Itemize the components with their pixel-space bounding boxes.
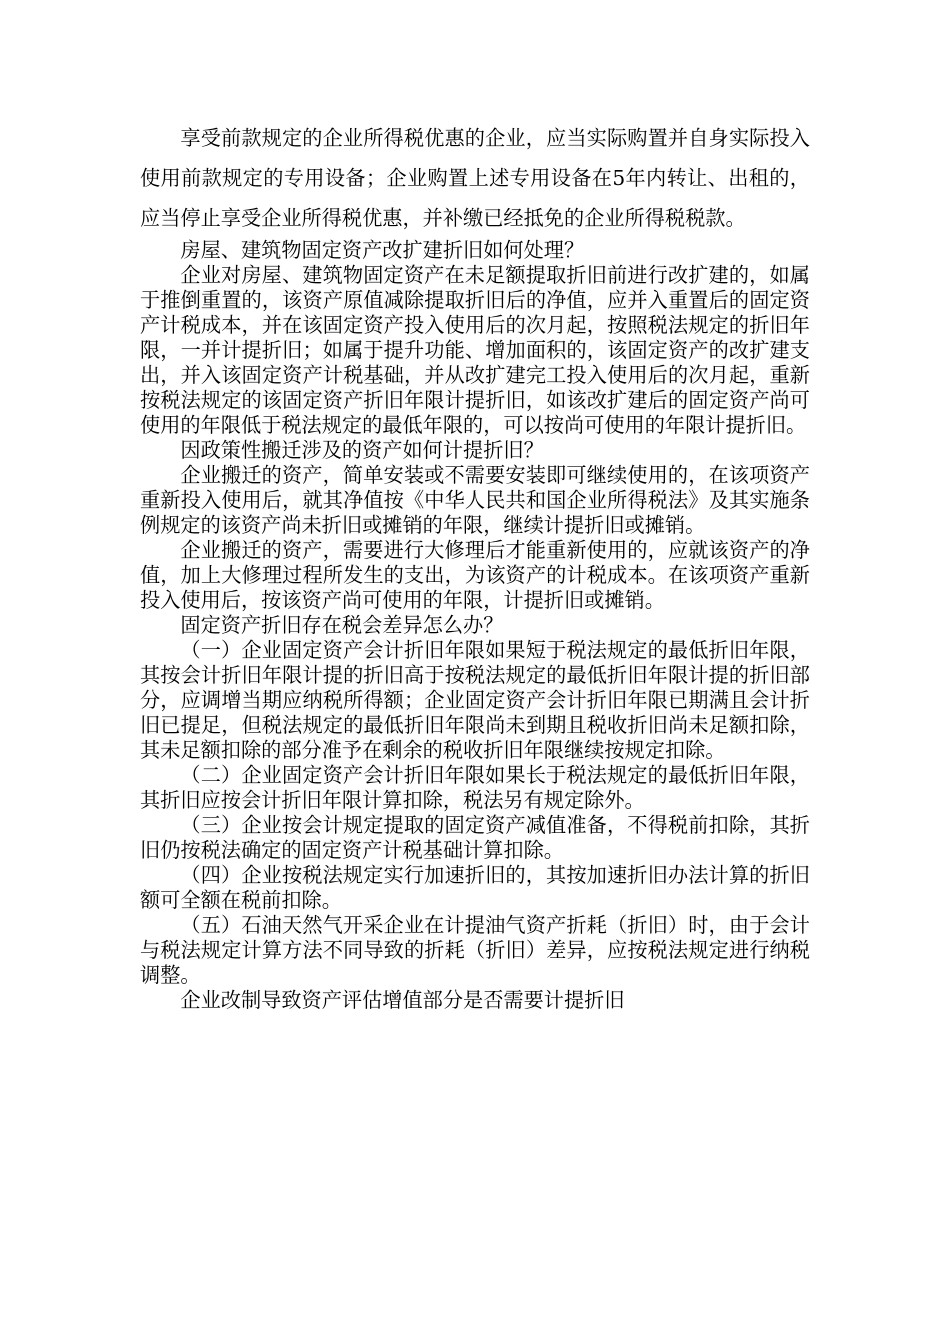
heading-building-renovation-depreciation: 房屋、建筑物固定资产改扩建折旧如何处理？ bbox=[180, 238, 585, 262]
document-page bbox=[140, 118, 810, 1013]
heading-restructuring-appraisal: 企业改制导致资产评估增值部分是否需要计提折旧 bbox=[180, 988, 625, 1012]
list-item-4: （四）企业按税法规定实行加速折旧的，其按加速折旧办法计算的折旧额可全额在税前扣除。 bbox=[140, 863, 810, 912]
heading-tax-accounting-difference: 固定资产折旧存在税会差异怎么办？ bbox=[180, 613, 504, 637]
heading-relocation-asset-depreciation: 因政策性搬迁涉及的资产如何计提折旧？ bbox=[180, 438, 544, 462]
paragraph-relocation-major-repair: 企业搬迁的资产，需要进行大修理后才能重新使用的，应就该资产的净值，加上大修理过程所发生的支出，为该资产的计税成本。在该项资产重新投入使用后，按该资产尚可使用的年限，计提折旧或摊销。 bbox=[140, 538, 810, 612]
list-item-1: （一）企业固定资产会计折旧年限如果短于税法规定的最低折旧年限，其按会计折旧年限计提的折旧高于按税法规定的最低折旧年限计提的折旧部分，应调增当期应纳税所得额；企业固定资产会计折旧年限已期满且会计折旧已提足，但税法规定的最低折旧年限尚未到期且税收折旧尚未足额扣除，其未足额扣除的部分准予在剩余的税收折旧年限继续按规定扣除。 bbox=[140, 638, 810, 762]
list-item-2: （二）企业固定资产会计折旧年限如果长于税法规定的最低折旧年限，其折旧应按会计折旧年限计算扣除，税法另有规定除外。 bbox=[140, 763, 810, 812]
list-item-5: （五）石油天然气开采企业在计提油气资产折耗（折旧）时，由于会计与税法规定计算方法不同导致的折耗（折旧）差异，应按税法规定进行纳税调整。 bbox=[140, 913, 810, 987]
paragraph-equipment-tax-credit: 享受前款规定的企业所得税优惠的企业，应当实际购置并自身实际投入使用前款规定的专用设备；企业购置上述专用设备在5年内转让、出租的，应当停止享受企业所得税优惠，并补缴已经抵免的企业所得税税款。 bbox=[140, 126, 810, 230]
paragraph-relocation-simple-install: 企业搬迁的资产，简单安装或不需要安装即可继续使用的，在该项资产重新投入使用后，就其净值按《中华人民共和国企业所得税法》及其实施条例规定的该资产尚未折旧或摊销的年限，继续计提折旧或摊销。 bbox=[140, 463, 810, 537]
paragraph-building-renovation: 企业对房屋、建筑物固定资产在未足额提取折旧前进行改扩建的，如属于推倒重置的，该资产原值减除提取折旧后的净值，应并入重置后的固定资产计税成本，并在该固定资产投入使用后的次月起，按照税法规定的折旧年限，一并计提折旧；如属于提升功能、增加面积的，该固定资产的改扩建支出，并入该固定资产计税基础，并从改扩建完工投入使用后的次月起，重新按税法规定的该固定资产折旧年限计提折旧，如该改扩建后的固定资产尚可使用的年限低于税法规定的最低年限的，可以按尚可使用的年限计提折旧。 bbox=[140, 263, 810, 437]
list-item-3: （三）企业按会计规定提取的固定资产减值准备，不得税前扣除，其折旧仍按税法确定的固定资产计税基础计算扣除。 bbox=[140, 813, 810, 862]
